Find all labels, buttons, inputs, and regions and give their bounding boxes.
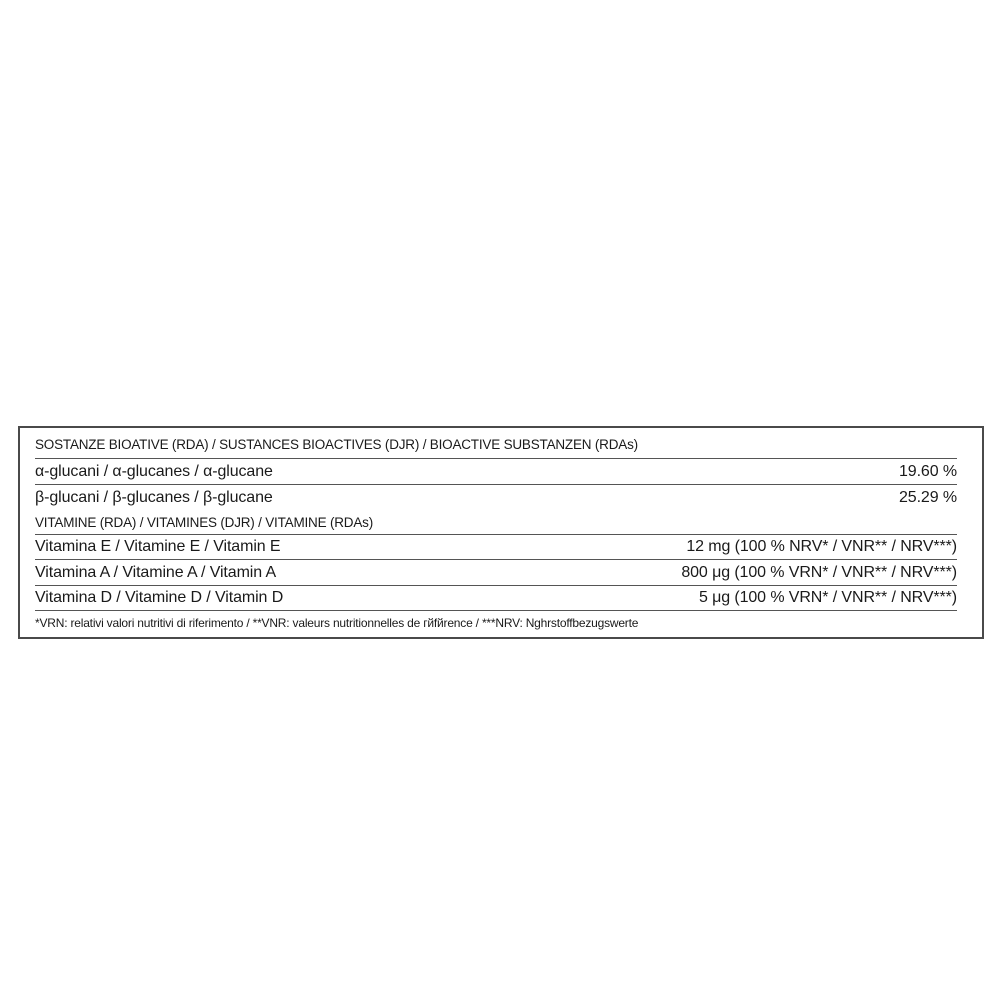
vitamin-row-a — [35, 560, 957, 586]
bioactive-name: α-glucani / α-glucanes / α-glucane — [35, 462, 273, 480]
bioactive-header-text: SOSTANZE BIOATIVE (RDA) / SUSTANCES BIOACTIVES (DJR) / BIOACTIVE SUBSTANZEN (RDAs) — [35, 437, 638, 452]
nutrition-panel — [18, 426, 984, 639]
bioactive-row-alpha — [35, 459, 957, 485]
vitamin-row-e — [35, 535, 957, 560]
footnote-text: *VRN: relativi valori nutritivi di riferimento / **VNR: valeurs nutritionnelles de гйfйrence / ***NRV: Nghrstoffbezugswerte — [35, 616, 639, 630]
footnote — [35, 612, 957, 634]
bioactive-value: 19.60 % — [898, 462, 957, 480]
vitamin-name: Vitamina E / Vitamine E / Vitamin E — [35, 538, 281, 555]
vitamin-name: Vitamina D / Vitamine D / Vitamin D — [35, 589, 284, 606]
bioactive-row-beta — [35, 485, 957, 511]
bioactive-name: β-glucani / β-glucanes / β-glucane — [35, 489, 273, 506]
vitamin-value: 800 μg (100 % VRN* / VNR** / NRV***) — [681, 563, 957, 581]
vitamin-value: 5 μg (100 % VRN* / VNR** / NRV***) — [698, 589, 957, 606]
vitamin-row-d — [35, 586, 957, 611]
vitamin-value: 12 mg (100 % NRV* / VNR** / NRV***) — [686, 538, 957, 555]
vitamins-header-text: VITAMINE (RDA) / VITAMINES (DJR) / VITAMINE (RDAs) — [35, 515, 374, 530]
bioactive-substances-header — [35, 431, 957, 459]
vitamin-name: Vitamina A / Vitamine A / Vitamin A — [35, 563, 277, 581]
bioactive-value: 25.29 % — [898, 489, 957, 506]
vitamins-header — [35, 511, 957, 535]
